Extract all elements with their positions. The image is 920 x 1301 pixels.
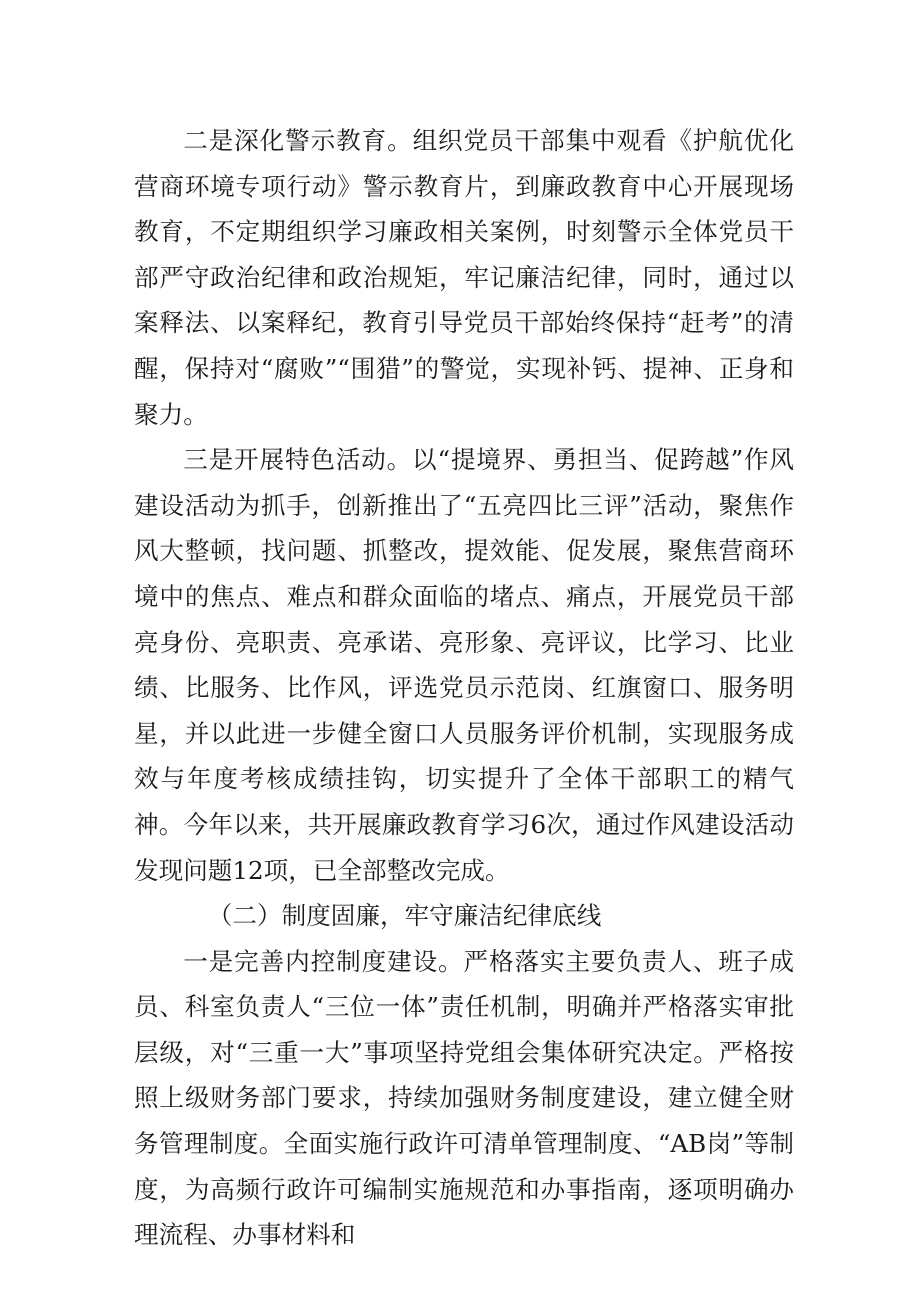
paragraph-internal-control: 一是完善内控制度建设。严格落实主要负责人、班子成员、科室负责人“三位一体”责任机制，明确并严格落实审批层级，对“三重一大”事项坚持党组会集体研究决定。严格按照上级财务部门要求，持续加强财务制度建设，建立健全财务管理制度。全面实施行政许可清单管理制度、“AB岗”等制度，为高频行政许可编制实施规范和办事指南，逐项明确办理流程、办事材料和: [134, 946, 794, 1250]
paragraph-special-activities: 三是开展特色活动。以“提境界、勇担当、促跨越”作风建设活动为抓手，创新推出了“五亮四比三评”活动，聚焦作风大整顿，找问题、抓整改，提效能、促发展，聚焦营商环境中的焦点、难点和群众面临的堵点、痛点，开展党员干部亮身份、亮职责、亮承诺、亮形象、亮评议，比学习、比业绩、比服务、比作风，评选党员示范岗、红旗窗口、服务明星，并以此进一步健全窗口人员服务评价机制，实现服务成效与年度考核成绩挂钩，切实提升了全体干部职工的精气神。今年以来，共开展廉政教育学习6次，通过作风建设活动发现问题12项，已全部整改完成。: [134, 445, 794, 885]
section-heading-system-integrity: （二）制度固廉，牢守廉洁纪律底线: [207, 901, 602, 931]
paragraph-warning-education: 二是深化警示教育。组织党员干部集中观看《护航优化营商环境专项行动》警示教育片，到廉政教育中心开展现场教育，不定期组织学习廉政相关案例，时刻警示全体党员干部严守政治纪律和政治规矩，牢记廉洁纪律，同时，通过以案释法、以案释纪，教育引导党员干部始终保持“赶考”的清醒，保持对“腐败”“围猎”的警觉，实现补钙、提神、正身和聚力。: [134, 126, 794, 429]
document-body: [134, 118, 794, 1258]
